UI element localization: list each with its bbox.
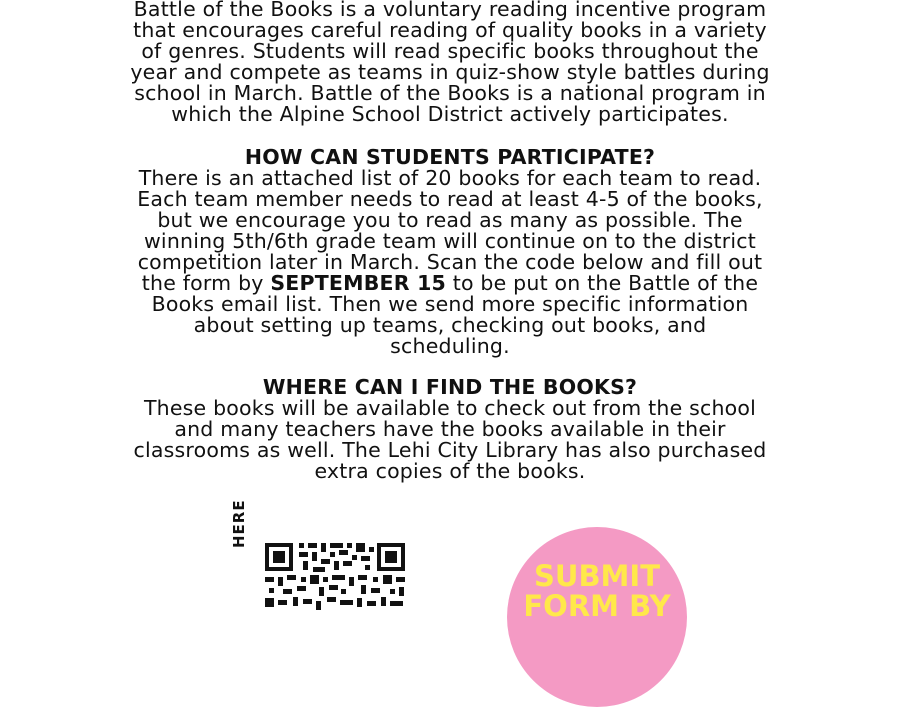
participate-line: competition later in March. Scan the code below and fill out [137,250,763,274]
participate-deadline-line [0,273,900,294]
deadline-date: SEPTEMBER 15 [270,271,447,295]
intro-paragraph [0,0,900,125]
badge-line: FORM BY [523,589,671,623]
qr-code-icon[interactable] [263,541,407,611]
books-heading: WHERE CAN I FIND THE BOOKS? [262,375,638,399]
intro-line: year and compete as teams in quiz-show style battles during [130,60,770,84]
participate-line: winning 5th/6th grade team will continue on to the district [143,229,757,253]
intro-line: Battle of the Books is a voluntary reading incentive program [133,0,767,21]
books-line: extra copies of the books. [314,459,586,483]
participate-line: Each team member needs to read at least 4-5 of the books, [137,187,763,211]
participate-heading: HOW CAN STUDENTS PARTICIPATE? [244,145,656,169]
books-line: These books will be available to check out from the school [143,396,757,420]
intro-line: which the Alpine School District actively participates. [171,102,729,126]
participate-line: There is an attached list of 20 books for each team to read. [138,166,762,190]
deadline-after: to be put on the Battle of the [446,271,759,295]
books-line: classrooms as well. The Lehi City Library has also purchased [133,438,767,462]
books-paragraph [0,398,900,482]
participate-line: scheduling. [390,334,510,358]
participate-paragraph [0,168,900,357]
scan-here-label: HERE [230,499,248,548]
participate-line: Books email list. Then we send more specific information [151,292,749,316]
intro-line: that encourages careful reading of quality books in a variety [133,18,767,42]
submit-form-badge [507,527,687,707]
deadline-before: the form by [141,271,271,295]
participate-line: but we encourage you to read as many as possible. The [157,208,743,232]
participate-line: about setting up teams, checking out books, and [193,313,707,337]
badge-line: SUBMIT [534,559,660,593]
intro-line: school in March. Battle of the Books is a national program in [134,81,766,105]
books-line: and many teachers have the books available in their [174,417,726,441]
intro-line: of genres. Students will read specific books throughout the [141,39,759,63]
